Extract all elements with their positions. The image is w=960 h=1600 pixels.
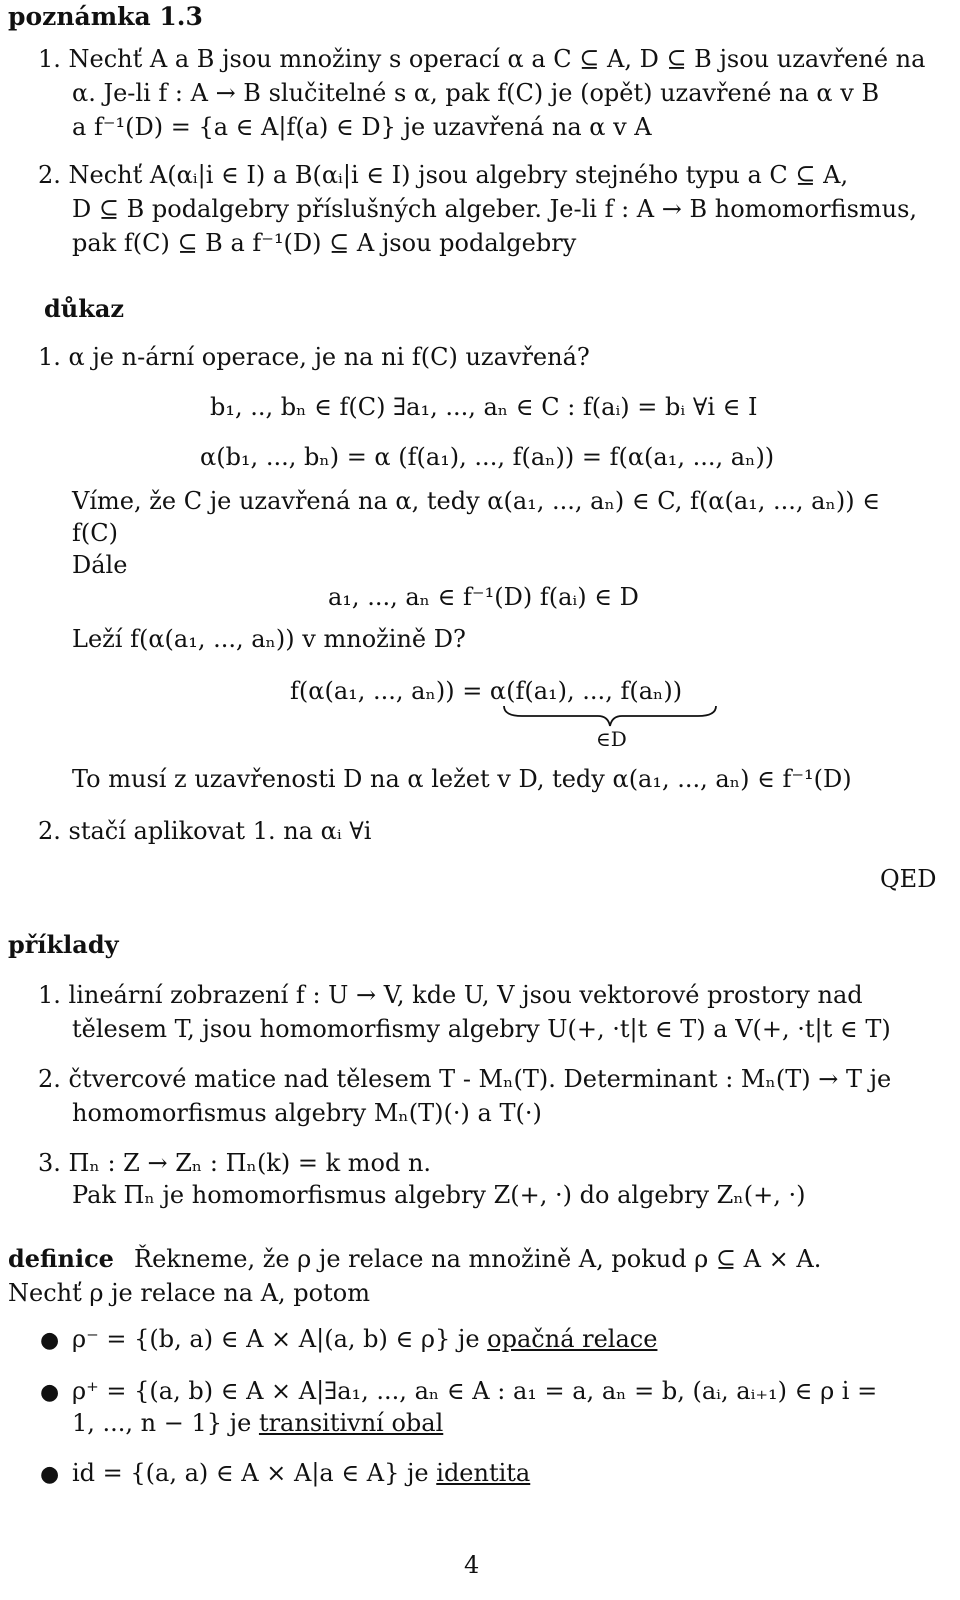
definition-bullet-3 xyxy=(72,1456,530,1490)
definition-bullet-2-line-2 xyxy=(72,1406,443,1440)
examples-heading: příklady xyxy=(8,930,119,959)
proof-step-2: 2. stačí aplikovat 1. na αᵢ ∀i xyxy=(38,817,372,845)
proof-text-1: Víme, že C je uzavřená na α, tedy α(a₁, ..., aₙ) ∈ C, f(α(a₁, ..., aₙ)) ∈ xyxy=(72,487,880,515)
bullet-2-text: 1, ..., n − 1} je xyxy=(72,1409,259,1437)
note-item-2-line-2: D ⊆ B podalgebry příslušných algeber. Je-li f : A → B homomorfismus, xyxy=(72,195,918,223)
definition-bullet-1 xyxy=(72,1322,657,1356)
proof-text-1b: f(C) xyxy=(72,519,118,547)
page-number: 4 xyxy=(464,1551,480,1579)
proof-heading: důkaz xyxy=(44,294,125,323)
example-1-line-2: tělesem T, jsou homomorfismy algebry U(+, ·t|t ∈ T) a V(+, ·t|t ∈ T) xyxy=(72,1015,891,1043)
bullet-3-text: id = {(a, a) ∈ A × A|a ∈ A} je xyxy=(72,1459,437,1487)
proof-text-2: Dále xyxy=(72,551,128,579)
definition-bullet-2-line-1: ρ⁺ = {(a, b) ∈ A × A|∃a₁, ..., aₙ ∈ A : a₁ = a, aₙ = b, (aᵢ, aᵢ₊₁) ∈ ρ i = xyxy=(72,1377,878,1405)
note-item-1-line-2: α. Je-li f : A → B slučitelné s α, pak f(C) je (opět) uzavřené na α v B xyxy=(72,79,880,107)
example-3-line-2: Pak Πₙ je homomorfismus algebry Z(+, ·) do algebry Zₙ(+, ·) xyxy=(72,1181,806,1209)
example-2-line-2: homomorfismus algebry Mₙ(T)(·) a T(·) xyxy=(72,1099,542,1127)
note-heading: poznámka 1.3 xyxy=(8,2,203,31)
proof-equation-4: f(α(a₁, ..., aₙ)) = α(f(a₁), ..., f(aₙ)) xyxy=(290,677,683,705)
example-3-line-1: 3. Πₙ : Z → Zₙ : Πₙ(k) = k mod n. xyxy=(38,1149,432,1177)
example-1-line-1: 1. lineární zobrazení f : U → V, kde U, V jsou vektorové prostory nad xyxy=(38,981,863,1009)
qed-mark: QED xyxy=(880,865,937,893)
proof-equation-3: a₁, ..., aₙ ∈ f⁻¹(D) f(aᵢ) ∈ D xyxy=(328,583,639,611)
example-2-line-1: 2. čtvercové matice nad tělesem T - Mₙ(T). Determinant : Mₙ(T) → T je xyxy=(38,1065,892,1093)
note-item-1-line-3: a f⁻¹(D) = {a ∈ A|f(a) ∈ D} je uzavřená na α v A xyxy=(72,113,652,141)
term-opposite-relation: opačná relace xyxy=(487,1325,658,1353)
term-transitive-closure: transitivní obal xyxy=(258,1409,444,1437)
note-item-1-line-1: 1. Nechť A a B jsou množiny s operací α a C ⊆ A, D ⊆ B jsou uzavřené na xyxy=(38,45,926,73)
proof-step-1: 1. α je n-ární operace, je na ni f(C) uzavřená? xyxy=(38,343,590,371)
definition-label: definice xyxy=(8,1244,114,1273)
proof-equation-1: b₁, .., bₙ ∈ f(C) ∃a₁, ..., aₙ ∈ C : f(aᵢ) = bᵢ ∀i ∈ I xyxy=(210,393,758,421)
definition-line-2: Nechť ρ je relace na A, potom xyxy=(8,1279,370,1307)
definition-line-1: Řekneme, že ρ je relace na množině A, pokud ρ ⊆ A × A. xyxy=(134,1245,822,1273)
proof-text-3: Leží f(α(a₁, ..., aₙ)) v množině D? xyxy=(72,625,466,653)
proof-equation-2: α(b₁, ..., bₙ) = α (f(a₁), ..., f(aₙ)) = f(α(a₁, ..., aₙ)) xyxy=(200,443,775,471)
bullet-icon: ● xyxy=(40,1462,60,1487)
note-item-2-line-3: pak f(C) ⊆ B a f⁻¹(D) ⊆ A jsou podalgebry xyxy=(72,229,577,257)
bullet-icon: ● xyxy=(40,1380,60,1405)
underbrace-label: ∈D xyxy=(596,727,627,751)
bullet-icon: ● xyxy=(40,1328,60,1353)
bullet-1-text: ρ⁻ = {(b, a) ∈ A × A|(a, b) ∈ ρ} je xyxy=(72,1325,488,1353)
term-identity: identita xyxy=(436,1459,531,1487)
note-item-2-line-1: 2. Nechť A(αᵢ|i ∈ I) a B(αᵢ|i ∈ I) jsou algebry stejného typu a C ⊆ A, xyxy=(38,161,849,189)
proof-text-4: To musí z uzavřenosti D na α ležet v D, tedy α(a₁, ..., aₙ) ∈ f⁻¹(D) xyxy=(72,765,852,793)
